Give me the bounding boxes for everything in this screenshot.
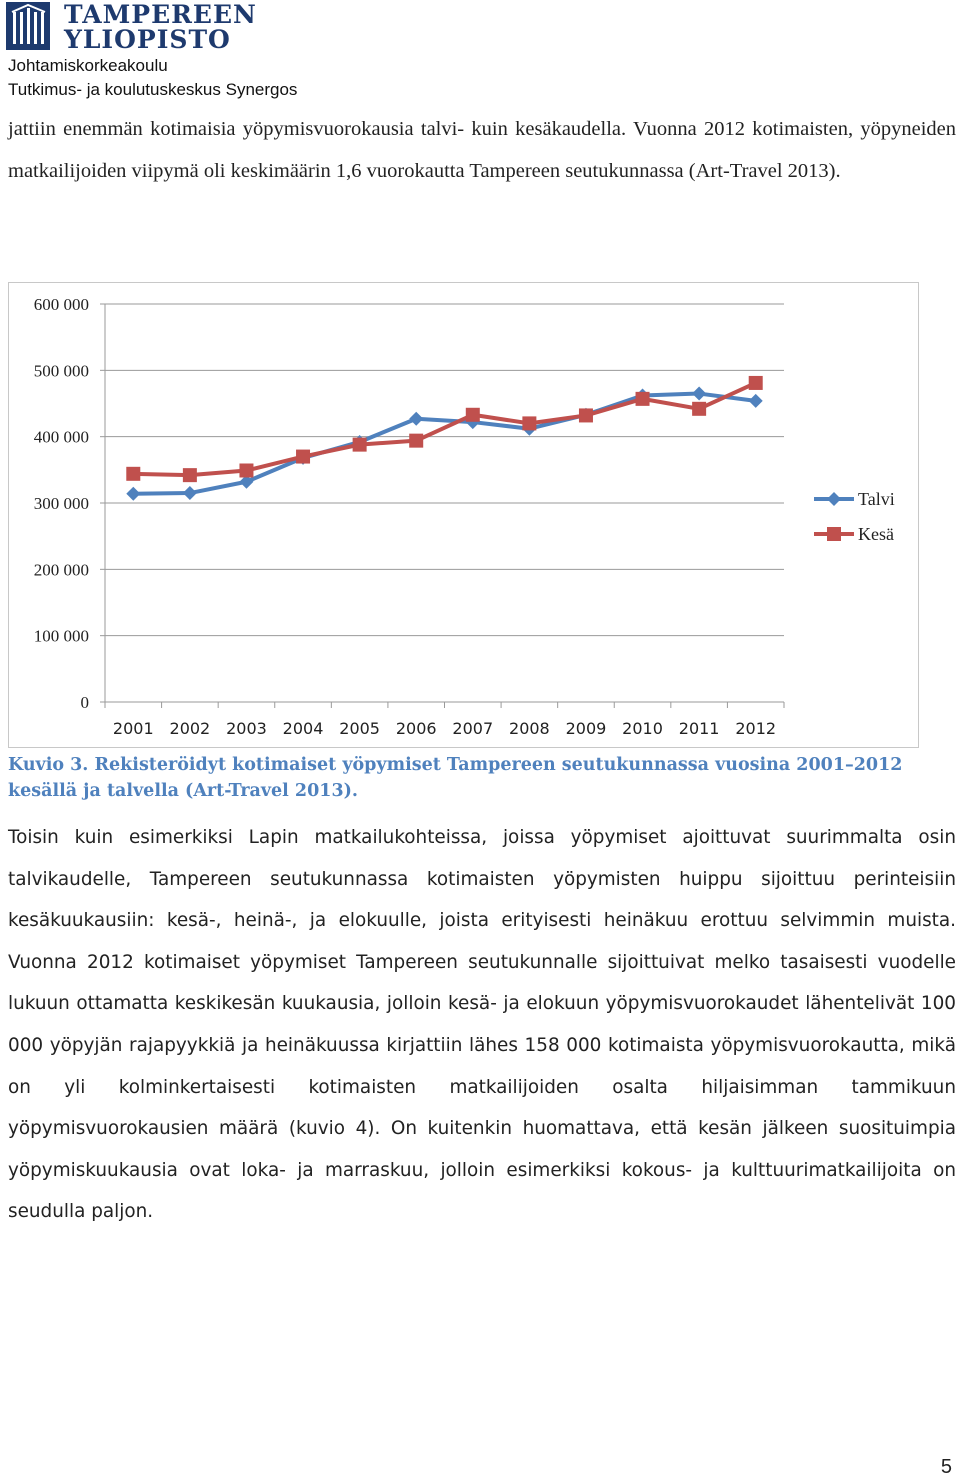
x-tick-label: 2009 [565, 719, 607, 738]
x-tick-label: 2005 [339, 719, 380, 738]
x-tick-label: 2004 [282, 719, 324, 738]
data-point-kesä [409, 434, 423, 448]
y-tick-label: 200 000 [33, 560, 89, 580]
data-point-talvi [183, 486, 197, 500]
data-point-kesä [126, 467, 140, 481]
data-point-kesä [239, 463, 253, 477]
data-point-kesä [183, 468, 197, 482]
legend-label: Kesä [858, 524, 894, 544]
data-point-kesä [296, 450, 310, 464]
university-name [64, 2, 257, 52]
data-point-kesä [353, 438, 367, 452]
y-tick-label: 0 [80, 693, 89, 712]
paragraph-body: Toisin kuin esimerkiksi Lapin matkailukohteissa, joissa yöpymiset ajoittuvat suurimmalta osin talvikaudelle, Tampereen seutukunnassa kotimaisten yöpymisten huippu sijoittuu perinteisiin kesäkuukausiin: kesä-, heinä-, ja elokuulle, joista erityisesti heinäkuu erottuu selvimmin muista. Vuonna 2012 kotimaiset yöpymiset Tampereen seutukunnalle sijoittuivat melko tasaisesti vuodelle lukuun ottamatta keskikesän kuukausia, jolloin kesä- ja elokuun yöpymisvuorokaudet lähentelivät 100 000 yöpyjän rajapyykkiä ja heinäkuussa kirjattiin lähes 158 000 kotimaista yöpymisvuorokautta, mikä on yli kolminkertaisesti kotimaisten matkailijoiden osalta hiljaisimman tammikuun yöpymisvuorokausien määrä (kuvio 4). On kuitenkin huomattava, että kesän jälkeen suosituimpia yöpymiskuukausia ovat loka- ja marraskuu, jolloin esimerkiksi kokous- ja kulttuurimatkailijoita on seudulla paljon. [8, 827, 956, 1223]
department-name: Johtamiskorkeakoulu [8, 56, 168, 75]
legend-marker [827, 527, 841, 541]
paragraph-intro: jattiin enemmän kotimaisia yöpymisvuorokausia talvi- kuin kesäkaudella. Vuonna 2012 kotimaisten, yöpyneiden matkailijoiden viipymä oli keskimäärin 1,6 vuorokautta Tampereen seutukunnassa (Art-Travel 2013). [8, 118, 956, 182]
y-tick-label: 500 000 [33, 361, 89, 381]
page-number: 5 [940, 1456, 952, 1478]
data-point-talvi [692, 387, 706, 401]
y-tick-label: 600 000 [33, 295, 89, 314]
x-tick-label: 2003 [226, 719, 267, 738]
unit-name: Tutkimus- ja koulutuskeskus Synergos [8, 80, 298, 99]
y-tick-label: 300 000 [33, 494, 89, 513]
university-logo-icon [6, 2, 50, 50]
y-tick-label: 400 000 [33, 427, 89, 447]
line-chart [9, 283, 920, 749]
x-tick-label: 2006 [395, 719, 437, 738]
data-point-kesä [579, 408, 593, 422]
data-point-kesä [749, 376, 763, 390]
university-name-line2: YLIOPISTO [64, 25, 231, 54]
x-tick-label: 2007 [452, 719, 494, 738]
figure-caption: Kuvio 3. Rekisteröidyt kotimaiset yöpymiset Tampereen seutukunnassa vuosina 2001–2012 kesällä ja talvella (Art-Travel 2013). [8, 755, 903, 801]
data-point-talvi [409, 412, 423, 426]
x-tick-label: 2002 [169, 719, 211, 738]
data-point-kesä [522, 416, 536, 430]
data-point-kesä [692, 402, 706, 416]
x-tick-label: 2008 [509, 719, 550, 738]
x-tick-label: 2012 [735, 719, 777, 738]
y-tick-label: 100 000 [33, 626, 89, 646]
x-tick-label: 2011 [678, 719, 720, 738]
x-tick-label: 2001 [112, 719, 154, 738]
legend-label: Talvi [858, 489, 895, 509]
legend-marker [827, 492, 841, 506]
data-point-talvi [749, 394, 763, 408]
data-point-talvi [126, 487, 140, 501]
university-name-line1: TAMPEREEN [64, 0, 257, 29]
x-tick-label: 2010 [622, 719, 663, 738]
data-point-kesä [636, 392, 650, 406]
data-point-kesä [466, 408, 480, 422]
line-chart-frame [8, 282, 919, 748]
series-line-talvi [133, 394, 755, 494]
